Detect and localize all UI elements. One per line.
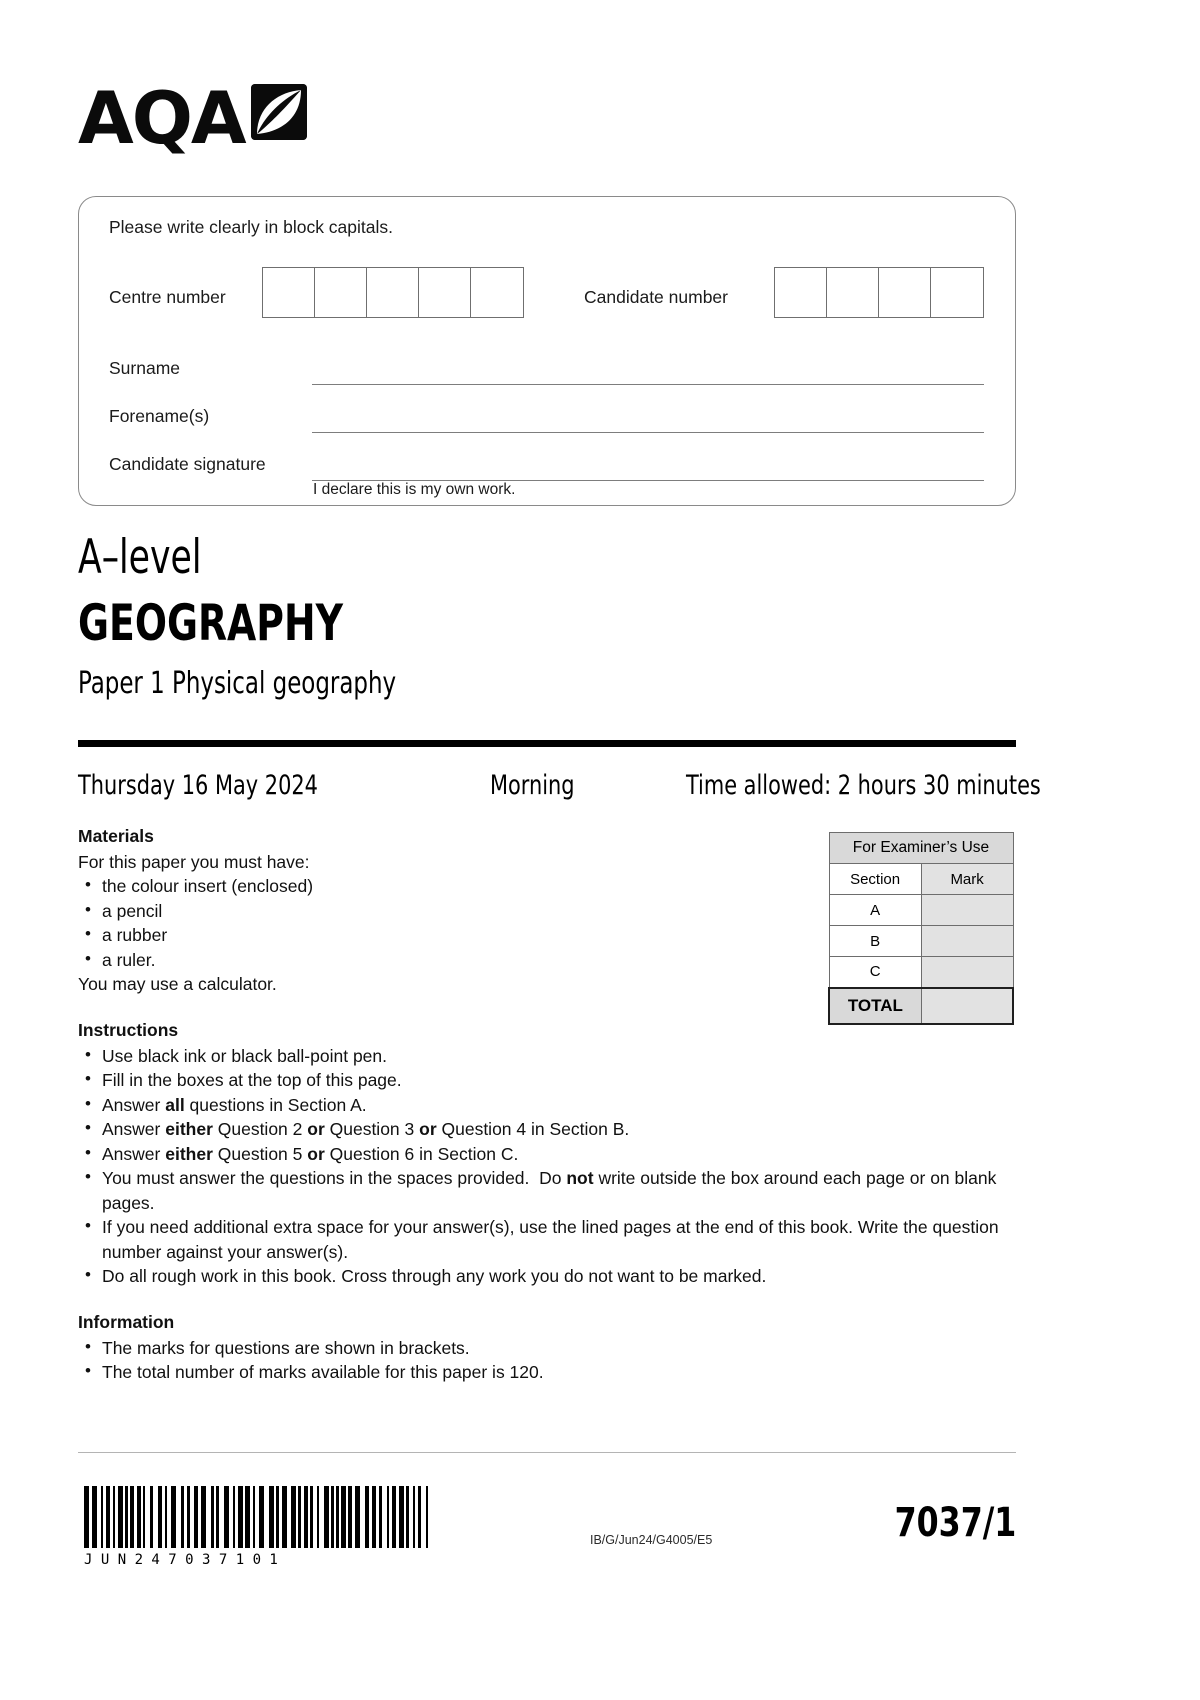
materials-intro: For this paper you must have:	[78, 851, 310, 872]
forenames-input[interactable]	[312, 432, 984, 433]
instructions-list	[78, 1044, 1008, 1289]
list-item: • a ruler.	[78, 948, 638, 973]
paper-subtitle: Paper 1 Physical geography	[78, 666, 397, 701]
emphasis-either: either	[165, 1119, 213, 1139]
aqa-logo	[78, 76, 307, 160]
barcode	[84, 1486, 436, 1548]
qualification-level: A–level	[78, 530, 202, 585]
surname-label: Surname	[109, 358, 181, 378]
candidate-number-label: Candidate number	[584, 287, 728, 307]
surname-input[interactable]	[312, 384, 984, 385]
forenames-label: Forename(s)	[109, 406, 210, 426]
list-item: • Answer either Question 5 or Question 6 in Section C.	[78, 1142, 1008, 1167]
section-label: B	[829, 926, 921, 957]
instructions-section	[78, 1018, 1008, 1289]
table-row	[829, 957, 1013, 988]
section-label: C	[829, 957, 921, 988]
centre-number-cell[interactable]	[419, 268, 471, 317]
list-item: • You must answer the questions in the spaces provided. Do not write outside the box around each page or on blank pages.	[78, 1166, 1008, 1215]
aqa-leaf-icon	[251, 84, 307, 140]
list-item: • Use black ink or black ball-point pen.	[78, 1044, 1008, 1069]
list-item: • If you need additional extra space for your answer(s), use the lined pages at the end of this book. Write the question number against your answer(s).	[78, 1215, 1008, 1264]
materials-list	[78, 874, 638, 972]
section-label: A	[829, 895, 921, 926]
emphasis-or: or	[307, 1143, 325, 1164]
ib-code: IB/G/Jun24/G4005/E5	[590, 1533, 713, 1547]
aqa-logo-text: AQA	[78, 76, 245, 160]
examiner-table-mark-header: Mark	[921, 864, 1013, 895]
candidate-number-cell[interactable]	[827, 268, 879, 317]
examiner-table-section-header: Section	[829, 864, 921, 895]
table-row	[829, 926, 1013, 957]
list-item: • The marks for questions are shown in brackets.	[78, 1336, 778, 1361]
instruction-text-a: Answer	[102, 1094, 166, 1115]
list-item: • Fill in the boxes at the top of this page.	[78, 1068, 1008, 1093]
emphasis-either: either	[165, 1143, 213, 1164]
centre-number-cell[interactable]	[471, 268, 523, 317]
instruction-text-b: questions in Section A.	[184, 1094, 367, 1115]
list-item: • Do all rough work in this book. Cross through any work you do not want to be marked.	[78, 1264, 1008, 1289]
emphasis-or: or	[307, 1119, 325, 1139]
mark-cell[interactable]	[921, 895, 1013, 926]
exam-date: Thursday 16 May 2024	[78, 770, 318, 801]
information-heading: Information	[78, 1312, 175, 1332]
instructions-heading: Instructions	[78, 1020, 179, 1040]
examiner-table-title: For Examiner’s Use	[829, 833, 1013, 864]
block-capitals-note: Please write clearly in block capitals.	[109, 217, 394, 237]
for-examiners-use-table	[828, 832, 1014, 1025]
exam-time-allowed: Time allowed: 2 hours 30 minutes	[686, 770, 1041, 801]
exam-datetime-row	[78, 770, 1041, 804]
materials-section	[78, 824, 638, 997]
paper-code: 7037/1	[894, 1500, 1016, 1546]
total-label: TOTAL	[829, 988, 921, 1024]
exam-session: Morning	[490, 770, 575, 801]
candidate-signature-label: Candidate signature	[109, 454, 266, 474]
materials-heading: Materials	[78, 826, 154, 846]
emphasis-or: or	[419, 1119, 437, 1139]
centre-number-label: Centre number	[109, 287, 226, 307]
emphasis-not: not	[566, 1168, 594, 1188]
information-section	[78, 1310, 778, 1385]
list-item	[78, 1093, 1008, 1118]
centre-number-cell[interactable]	[315, 268, 367, 317]
candidate-number-cell[interactable]	[879, 268, 931, 317]
centre-number-cell[interactable]	[367, 268, 419, 317]
candidate-number-input[interactable]	[774, 267, 984, 318]
declaration-text: I declare this is my own work.	[313, 481, 516, 498]
mark-cell[interactable]	[921, 957, 1013, 988]
emphasis-all: all	[165, 1094, 185, 1115]
materials-footer: You may use a calculator.	[78, 974, 277, 994]
list-item: • The total number of marks available for this paper is 120.	[78, 1360, 778, 1385]
candidate-details-box	[78, 196, 1016, 506]
barcode-digits: J U N 2 4 7 0 3 7 1 0 1	[84, 1552, 278, 1568]
header-divider	[78, 740, 1016, 747]
subject-title: GEOGRAPHY	[78, 594, 343, 652]
centre-number-input[interactable]	[262, 267, 524, 318]
list-item: • a rubber	[78, 923, 638, 948]
list-item: • the colour insert (enclosed)	[78, 874, 638, 899]
candidate-number-cell[interactable]	[775, 268, 827, 317]
barcode-gap	[428, 1486, 431, 1548]
mark-cell[interactable]	[921, 926, 1013, 957]
table-row	[829, 895, 1013, 926]
information-list	[78, 1336, 778, 1385]
list-item: • a pencil	[78, 899, 638, 924]
list-item: • Answer either Question 2 or Question 3 or Question 4 in Section B.	[78, 1117, 1008, 1142]
footer-divider	[78, 1452, 1016, 1453]
candidate-number-cell[interactable]	[931, 268, 983, 317]
centre-number-cell[interactable]	[263, 268, 315, 317]
